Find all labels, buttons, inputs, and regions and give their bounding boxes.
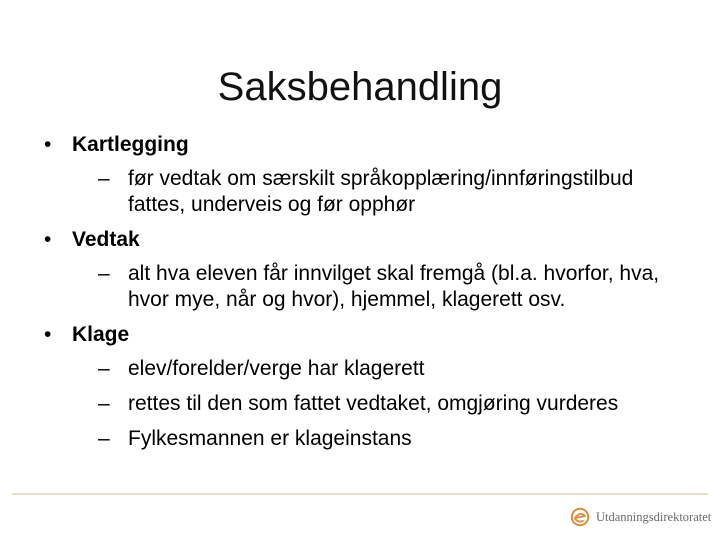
dash-marker: – — [98, 357, 110, 380]
dash-marker: – — [98, 167, 110, 190]
bullet-marker: • — [44, 228, 52, 251]
logo-text: Utdanningsdirektoratet — [596, 509, 712, 524]
sub-item-text: rettes til den som fattet vedtaket, omgjøring vurderes — [128, 392, 619, 415]
sub-item — [44, 261, 684, 313]
bullet-item-vedtak — [44, 227, 684, 253]
bullet-marker: • — [44, 133, 52, 156]
sub-item — [44, 166, 684, 218]
sub-item — [44, 356, 684, 382]
dash-marker: – — [98, 427, 110, 450]
sub-item-text: elev/forelder/verge har klagerett — [128, 357, 425, 380]
footer-logo — [570, 506, 711, 528]
bullet-list — [44, 128, 684, 461]
footer-divider — [12, 493, 708, 495]
sub-item — [44, 391, 684, 417]
bullet-item-kartlegging — [44, 132, 684, 158]
sub-list — [44, 166, 684, 218]
bullet-label: Vedtak — [72, 228, 140, 251]
bullet-label: Kartlegging — [72, 133, 189, 156]
slide-title: Saksbehandling — [217, 65, 503, 109]
bullet-item-klage — [44, 322, 684, 348]
dash-marker: – — [98, 262, 110, 285]
sub-item — [44, 426, 684, 452]
bullet-label: Klage — [72, 323, 130, 346]
sub-item-text: Fylkesmannen er klageinstans — [128, 427, 412, 450]
bullet-marker: • — [44, 323, 52, 346]
sub-item-text: før vedtak om særskilt språkopplæring/innføringstilbud fattes, underveis og før opphør — [128, 167, 634, 216]
sub-list — [44, 356, 684, 452]
sub-list — [44, 261, 684, 313]
dash-marker: – — [98, 392, 110, 415]
udir-logo-icon — [570, 507, 590, 527]
sub-item-text: alt hva eleven får innvilget skal fremgå (bl.a. hvorfor, hva, hvor mye, når og hvor), hjemmel, klagerett osv. — [128, 262, 660, 311]
